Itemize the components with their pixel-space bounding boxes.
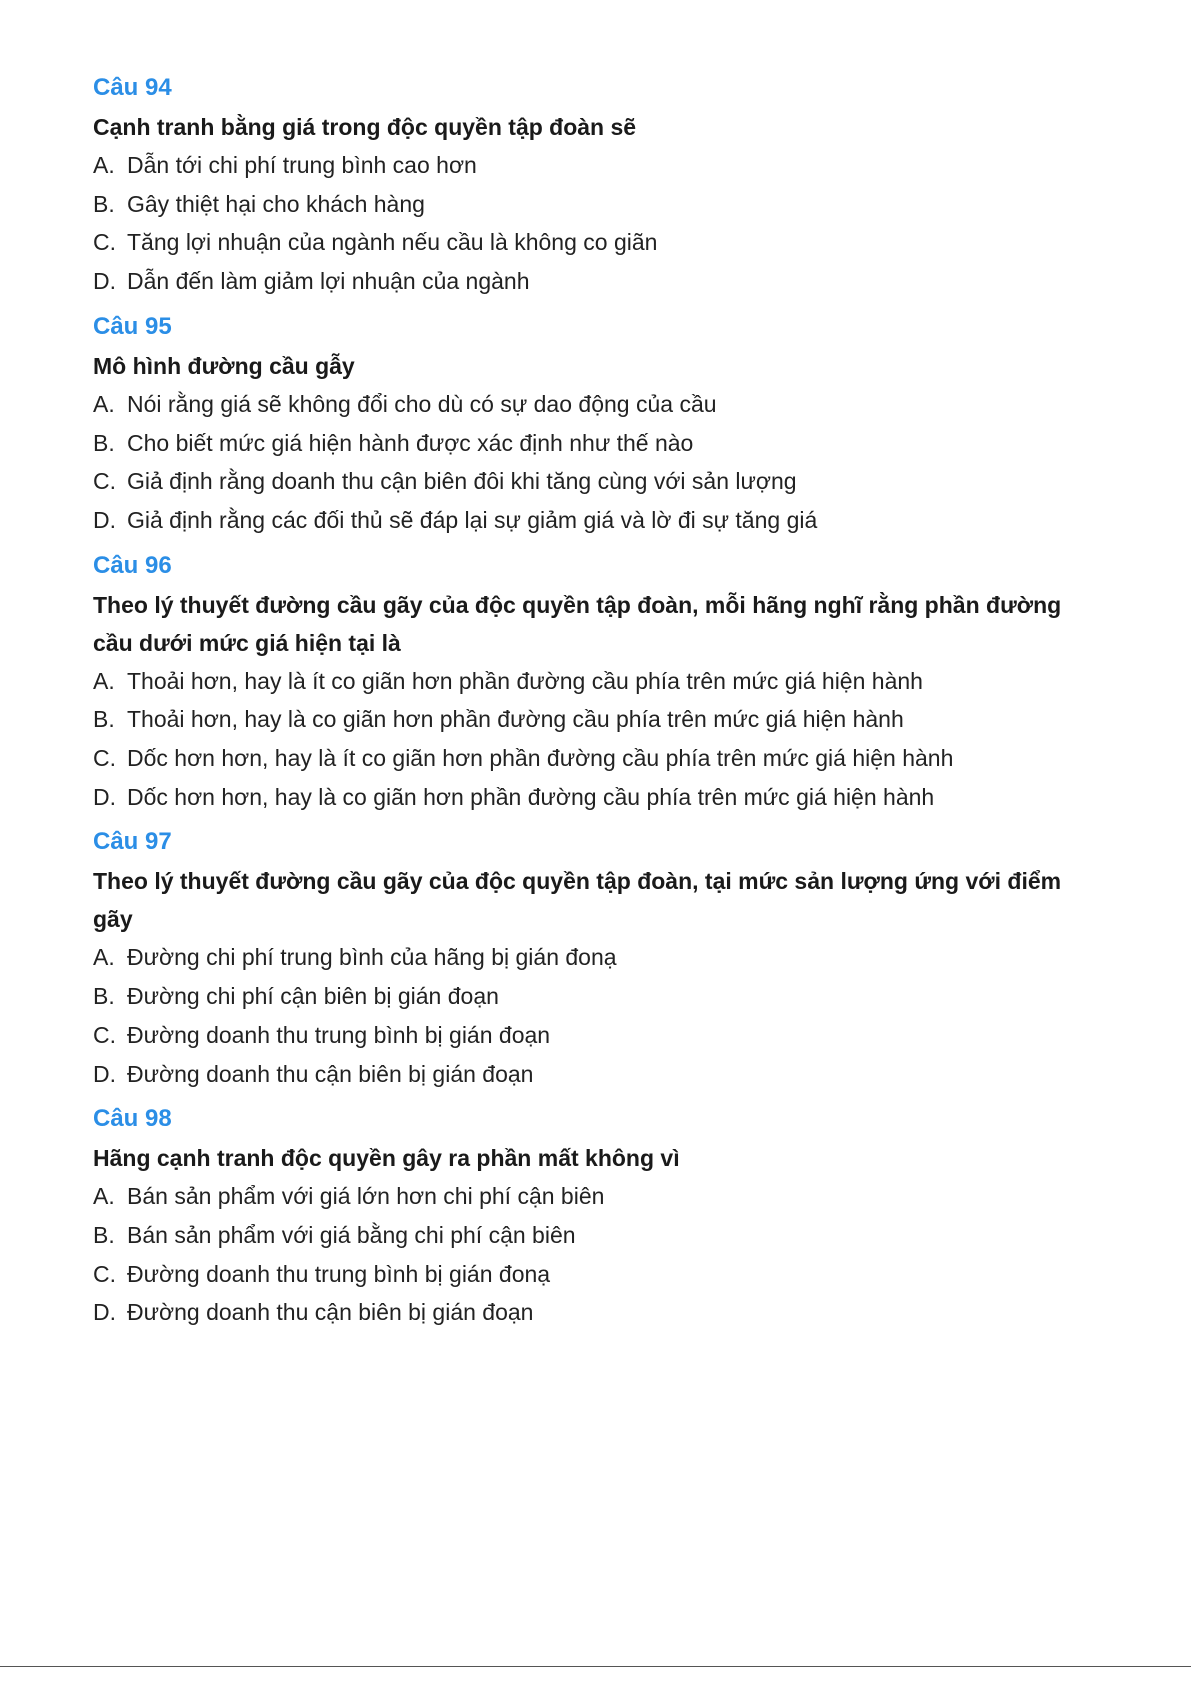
option-c <box>93 739 1093 778</box>
option-b <box>93 424 1093 463</box>
option-a <box>93 938 1093 977</box>
option-a <box>93 1177 1093 1216</box>
question-list <box>93 70 1093 1332</box>
question-number: Câu 96 <box>93 551 172 579</box>
question-text: Cạnh tranh bằng giá trong độc quyền tập đoàn sẽ <box>93 114 637 140</box>
option-letter: D. <box>93 1299 116 1326</box>
question-number: Câu 97 <box>93 828 172 856</box>
option-letter: C. <box>93 745 116 772</box>
option-text: Giả định rằng doanh thu cận biên đôi khi tăng cùng với sản lượng <box>127 468 797 495</box>
option-text: Dẫn tới chi phí trung bình cao hơn <box>127 152 477 178</box>
option-letter: A. <box>93 944 115 971</box>
option-text: Đường chi phí cận biên bị gián đoạn <box>127 983 499 1010</box>
option-text: Giả định rằng các đối thủ sẽ đáp lại sự giảm giá và lờ đi sự tăng giá <box>127 506 818 533</box>
option-text: Dẫn đến làm giảm lợi nhuận của ngành <box>127 268 530 295</box>
option-text: Cho biết mức giá hiện hành được xác định như thế nào <box>127 429 694 456</box>
option-letter: D. <box>93 783 116 810</box>
question-text: Hãng cạnh tranh độc quyền gây ra phần mất không vì <box>93 1145 680 1172</box>
option-text: Gây thiệt hại cho khách hàng <box>127 190 425 217</box>
question-spacer <box>93 540 1093 548</box>
option-text: Thoải hơn, hay là co giãn hơn phần đường cầu phía trên mức giá hiện hành <box>127 706 904 733</box>
option-letter: B. <box>93 706 115 733</box>
question-95 <box>93 309 1093 540</box>
option-c <box>93 1016 1093 1055</box>
question-text: Theo lý thuyết đường cầu gãy của độc quyền tập đoàn, tại mức sản lượng ứng với điểm gãy <box>93 868 1062 933</box>
option-text: Đường chi phí trung bình của hãng bị gián đonạ <box>127 944 617 971</box>
option-a <box>93 385 1093 424</box>
option-letter: C. <box>93 468 116 495</box>
option-letter: D. <box>93 506 116 533</box>
option-d <box>93 1293 1093 1332</box>
option-text: Đường doanh thu cận biên bị gián đoạn <box>127 1299 534 1326</box>
option-text: Đường doanh thu cận biên bị gián đoạn <box>127 1060 534 1087</box>
option-letter: B. <box>93 983 115 1010</box>
option-c <box>93 1255 1093 1294</box>
option-text: Dốc hơn hơn, hay là ít co giãn hơn phần đường cầu phía trên mức giá hiện hành <box>127 745 954 772</box>
option-b <box>93 977 1093 1016</box>
question-text: Theo lý thuyết đường cầu gãy của độc quyền tập đoàn, mỗi hãng nghĩ rằng phần đường cầu dưới mức giá hiện tại là <box>93 591 1062 656</box>
option-letter: B. <box>93 1221 115 1248</box>
option-b <box>93 1216 1093 1255</box>
option-text: Thoải hơn, hay là ít co giãn hơn phần đường cầu phía trên mức giá hiện hành <box>127 667 923 694</box>
question-spacer <box>93 1093 1093 1101</box>
option-d <box>93 501 1093 540</box>
option-letter: A. <box>93 390 115 417</box>
option-d <box>93 262 1093 301</box>
option-letter: D. <box>93 1060 116 1087</box>
question-94 <box>93 70 1093 301</box>
question-number: Câu 94 <box>93 74 172 101</box>
question-text: Mô hình đường cầu gẫy <box>93 352 355 379</box>
option-letter: C. <box>93 1260 116 1287</box>
option-d <box>93 1055 1093 1094</box>
option-letter: A. <box>93 1183 115 1210</box>
option-text: Đường doanh thu trung bình bị gián đoạn <box>127 1021 551 1048</box>
question-96 <box>93 548 1093 817</box>
option-letter: D. <box>93 268 116 295</box>
question-number: Câu 95 <box>93 312 172 340</box>
option-a <box>93 662 1093 701</box>
question-98 <box>93 1101 1093 1332</box>
option-text: Bán sản phẩm với giá lớn hơn chi phí cận biên <box>127 1183 605 1210</box>
option-letter: A. <box>93 667 115 694</box>
option-letter: B. <box>93 429 115 456</box>
option-d <box>93 778 1093 817</box>
option-b <box>93 185 1093 224</box>
question-97 <box>93 824 1093 1093</box>
option-text: Nói rằng giá sẽ không đổi cho dù có sự dao động của cầu <box>127 390 717 417</box>
option-letter: B. <box>93 190 115 217</box>
question-spacer <box>93 816 1093 824</box>
option-b <box>93 700 1093 739</box>
option-text: Đường doanh thu trung bình bị gián đonạ <box>127 1260 551 1287</box>
option-letter: C. <box>93 1021 116 1048</box>
option-c <box>93 223 1093 262</box>
question-number: Câu 98 <box>93 1105 172 1133</box>
option-text: Tăng lợi nhuận của ngành nếu cầu là không co giãn <box>127 229 658 256</box>
option-letter: A. <box>93 152 115 178</box>
option-text: Bán sản phẩm với giá bằng chi phí cận biên <box>127 1221 576 1248</box>
question-spacer <box>93 301 1093 309</box>
option-a <box>93 146 1093 185</box>
option-text: Dốc hơn hơn, hay là co giãn hơn phần đường cầu phía trên mức giá hiện hành <box>127 783 935 810</box>
footer-divider <box>0 1666 1191 1667</box>
option-c <box>93 462 1093 501</box>
option-letter: C. <box>93 229 116 256</box>
